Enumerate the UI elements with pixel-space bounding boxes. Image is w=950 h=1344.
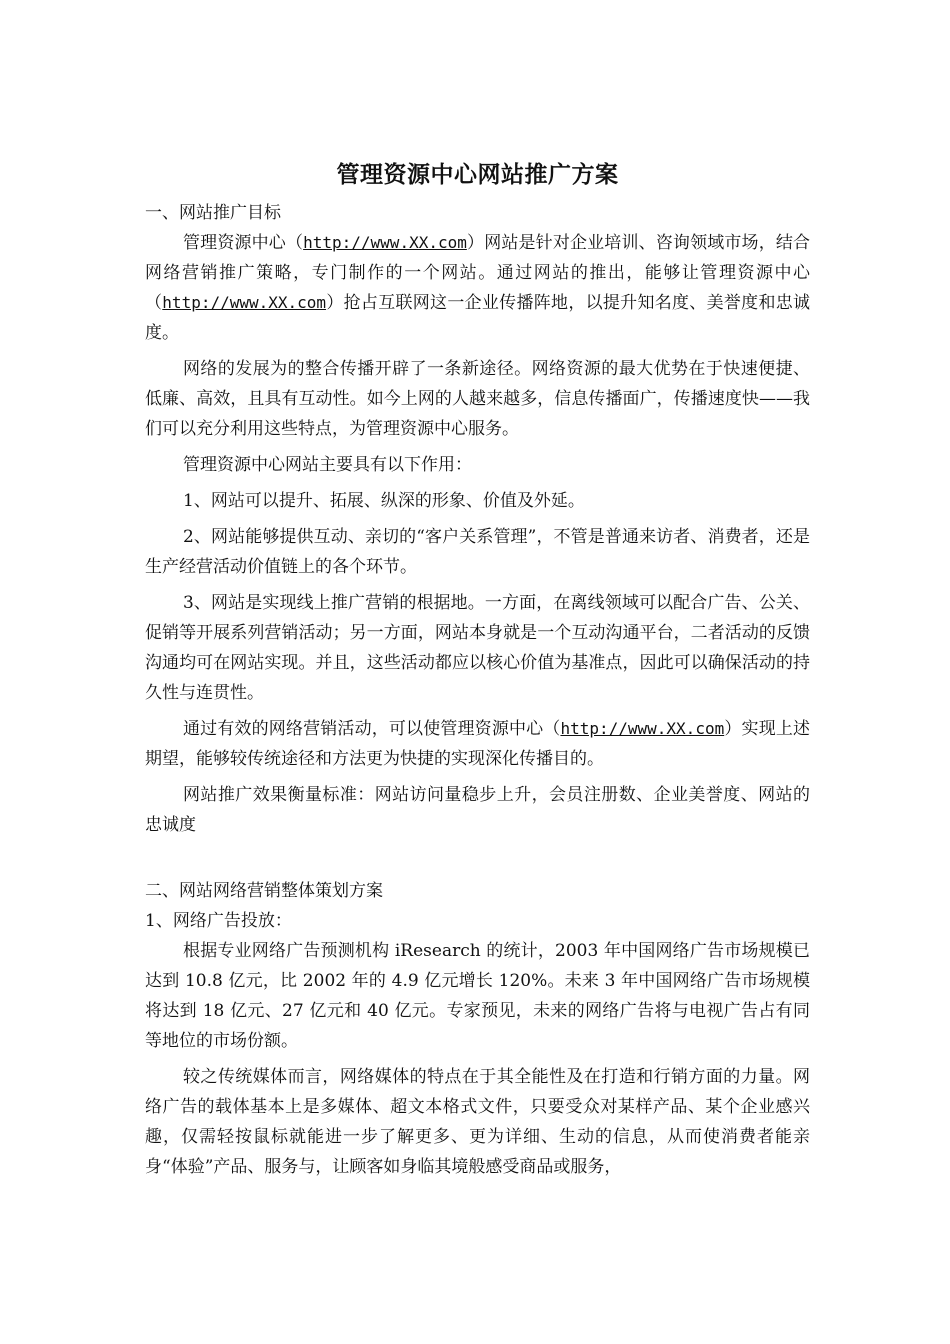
paragraph-metrics: 网站推广效果衡量标准：网站访问量稳步上升，会员注册数、企业美誉度、网站的忠诚度 bbox=[145, 785, 810, 835]
paragraph-media-comparison: 较之传统媒体而言，网络媒体的特点在于其全能性及在打造和行销方面的力量。网络广告的载体基本上是多媒体、超文本格式文件，只要受众对某样产品、某个企业感兴趣，仅需轻按鼠标就能进一步了解更多、更为详细、生动的信息，从而使消费者能亲身“体验”产品、服务与，让顾客如身临其境般感受商品或服务， bbox=[145, 1067, 810, 1177]
website-link[interactable]: http://www.XX.com bbox=[560, 719, 725, 738]
paragraph-ad-market: 根据专业网络广告预测机构 iResearch 的统计，2003 年中国网络广告市场规模已达到 10.8 亿元，比 2002 年的 4.9 亿元增长 120%。未来 3 年中国网络广告市场规模将达到 18 亿元、27 亿元和 40 亿元。专家预见，未来的网络广告将与电视广告占有同等地位的市场份额。 bbox=[145, 941, 810, 1051]
website-link[interactable]: http://www.XX.com bbox=[162, 293, 327, 312]
document-body bbox=[145, 158, 810, 1188]
paragraph-functions-intro: 管理资源中心网站主要具有以下作用： bbox=[183, 455, 472, 475]
paragraph-text: ）网站是针对企业培训、咨询领域市场，结合网络营销推广策略，专门制作的一个网站。通过网站的推出，能够让管理资源中心（ bbox=[145, 233, 811, 313]
paragraph-text: 通过有效的网络营销活动，可以使管理资源中心（ bbox=[183, 719, 561, 739]
paragraph-text: ）实现上述期望，能够较传统途径和方法更为快捷的实现深化传播目的。 bbox=[145, 719, 811, 769]
section-heading-plan: 二、网站网络营销整体策划方案 bbox=[145, 881, 383, 901]
website-link[interactable]: http://www.XX.com bbox=[303, 233, 467, 252]
paragraph-network-development: 网络的发展为的整合传播开辟了一条新途径。网络资源的最大优势在于快速便捷、低廉、高效，且具有互动性。如今上网的人越来越多，信息传播面广，传播速度快——我们可以充分利用这些特点，为管理资源中心服务。 bbox=[145, 359, 810, 439]
paragraph-text: ）抢占互联网这一企业传播阵地，以提升知名度、美誉度和忠诚度。 bbox=[145, 293, 811, 343]
list-item-function-2: 2、网站能够提供互动、亲切的“客户关系管理”，不管是普通来访者、消费者，还是生产经营活动价值链上的各个环节。 bbox=[145, 527, 810, 577]
list-item-function-1: 1、网站可以提升、拓展、纵深的形象、价值及外延。 bbox=[183, 491, 585, 511]
paragraph-intro bbox=[145, 228, 810, 348]
section-heading-goals: 一、网站推广目标 bbox=[145, 203, 281, 223]
paragraph-marketing-goal bbox=[145, 714, 810, 774]
subheading-ad-placement: 1、网络广告投放： bbox=[145, 911, 292, 931]
section-spacer bbox=[145, 846, 810, 876]
list-item-function-3: 3、网站是实现线上推广营销的根据地。一方面，在离线领域可以配合广告、公关、促销等开展系列营销活动；另一方面，网站本身就是一个互动沟通平台，二者活动的反馈沟通均可在网站实现。并且，这些活动都应以核心价值为基准点，因此可以确保活动的持久性与连贯性。 bbox=[145, 593, 810, 703]
paragraph-text: 管理资源中心（ bbox=[183, 233, 304, 253]
document-title: 管理资源中心网站推广方案 bbox=[336, 162, 619, 188]
